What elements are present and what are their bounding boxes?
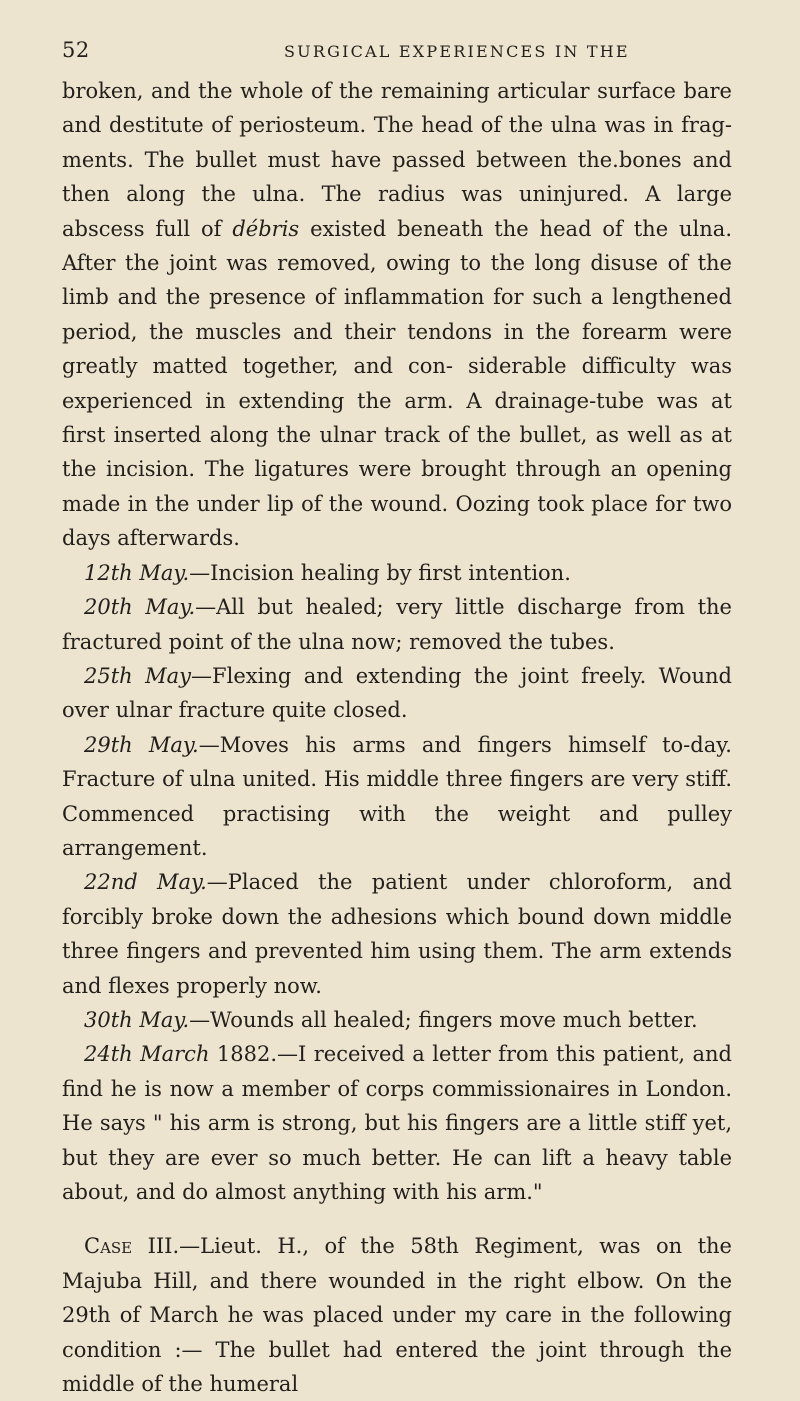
running-head: SURGICAL EXPERIENCES IN THE [284,42,630,61]
entry-date: 25th May [84,663,192,688]
entry-date: 24th March [84,1042,210,1067]
entry-date: 29th May. [84,732,199,757]
body-text [62,74,732,1401]
entry-text: —Wounds all healed; fingers move much better. [189,1007,698,1032]
diary-entry [62,728,732,866]
entry-date: 12th May. [84,560,190,585]
italic-word: débris [232,216,300,241]
diary-entry [62,1037,732,1209]
case-text: —Lieut. H., of the 58th Regiment, was on the Majuba Hill, and there wounded in the right elbow. On the 29th of March he was placed under my care in the following condition :— The bullet had entered the joint through the middle of the humeral [62,1234,732,1397]
entry-date: 30th May. [84,1007,190,1032]
entry-text: —Incision healing by first intention. [189,560,571,585]
entry-text: —All but healed; very little discharge from the fractured point of the ulna now; removed the tubes. [62,595,732,654]
diary-entry [62,1003,732,1037]
entry-text: —Flexing and extending the joint freely. Wound over ulnar fracture quite closed. [62,663,732,723]
paragraph [62,74,732,556]
diary-entry [62,865,732,1003]
paragraph-text: broken, and the whole of the remaining articular surface bare and destitute of periosteum. The head of the ulna was in frag- ments. The bullet must have passed between the.bones and then along the ulna. The radius was uninjured. A large abscess full of [62,79,732,241]
entry-text: —Placed the patient under chloroform, and forcibly broke down the adhesions which bound down middle three fingers and prevented him using them. The arm extends and flexes properly now. [62,870,732,998]
case-paragraph [62,1229,732,1401]
case-heading: Case III. [84,1234,180,1259]
entry-date: 20th May. [84,595,196,620]
entry-text: —Moves his arms and fingers himself to-day. Fracture of ulna united. His middle three fingers are very stiff. Commenced practising with the weight and pulley arrangement. [62,732,732,860]
diary-entry [62,659,732,728]
entry-date: 22nd May. [84,870,207,895]
entry-text: 1882.—I received a letter from this patient, and find he is now a member of corps commissionaires in London. He says " his arm is strong, but his fingers are a little stiff yet, but they are ever so much better. He can lift a heavy table about, and do almost anything with his arm." [62,1042,732,1204]
diary-entry [62,590,732,659]
page-number: 52 [62,38,90,62]
paragraph-text: existed beneath the head of the ulna. After the joint was removed, owing to the long disuse of the limb and the presence of inflammation for such a lengthened period, the muscles and their tendons in the forearm were greatly matted together, and con- siderable difficulty was experienced in extending the arm. A drainage-tube was at first inserted along the ulnar track of the bullet, as well as at the incision. The ligatures were brought through an opening made in the under lip of the wound. Oozing took place for two days afterwards. [62,216,732,551]
diary-entry [62,556,732,590]
page-header [62,30,732,74]
